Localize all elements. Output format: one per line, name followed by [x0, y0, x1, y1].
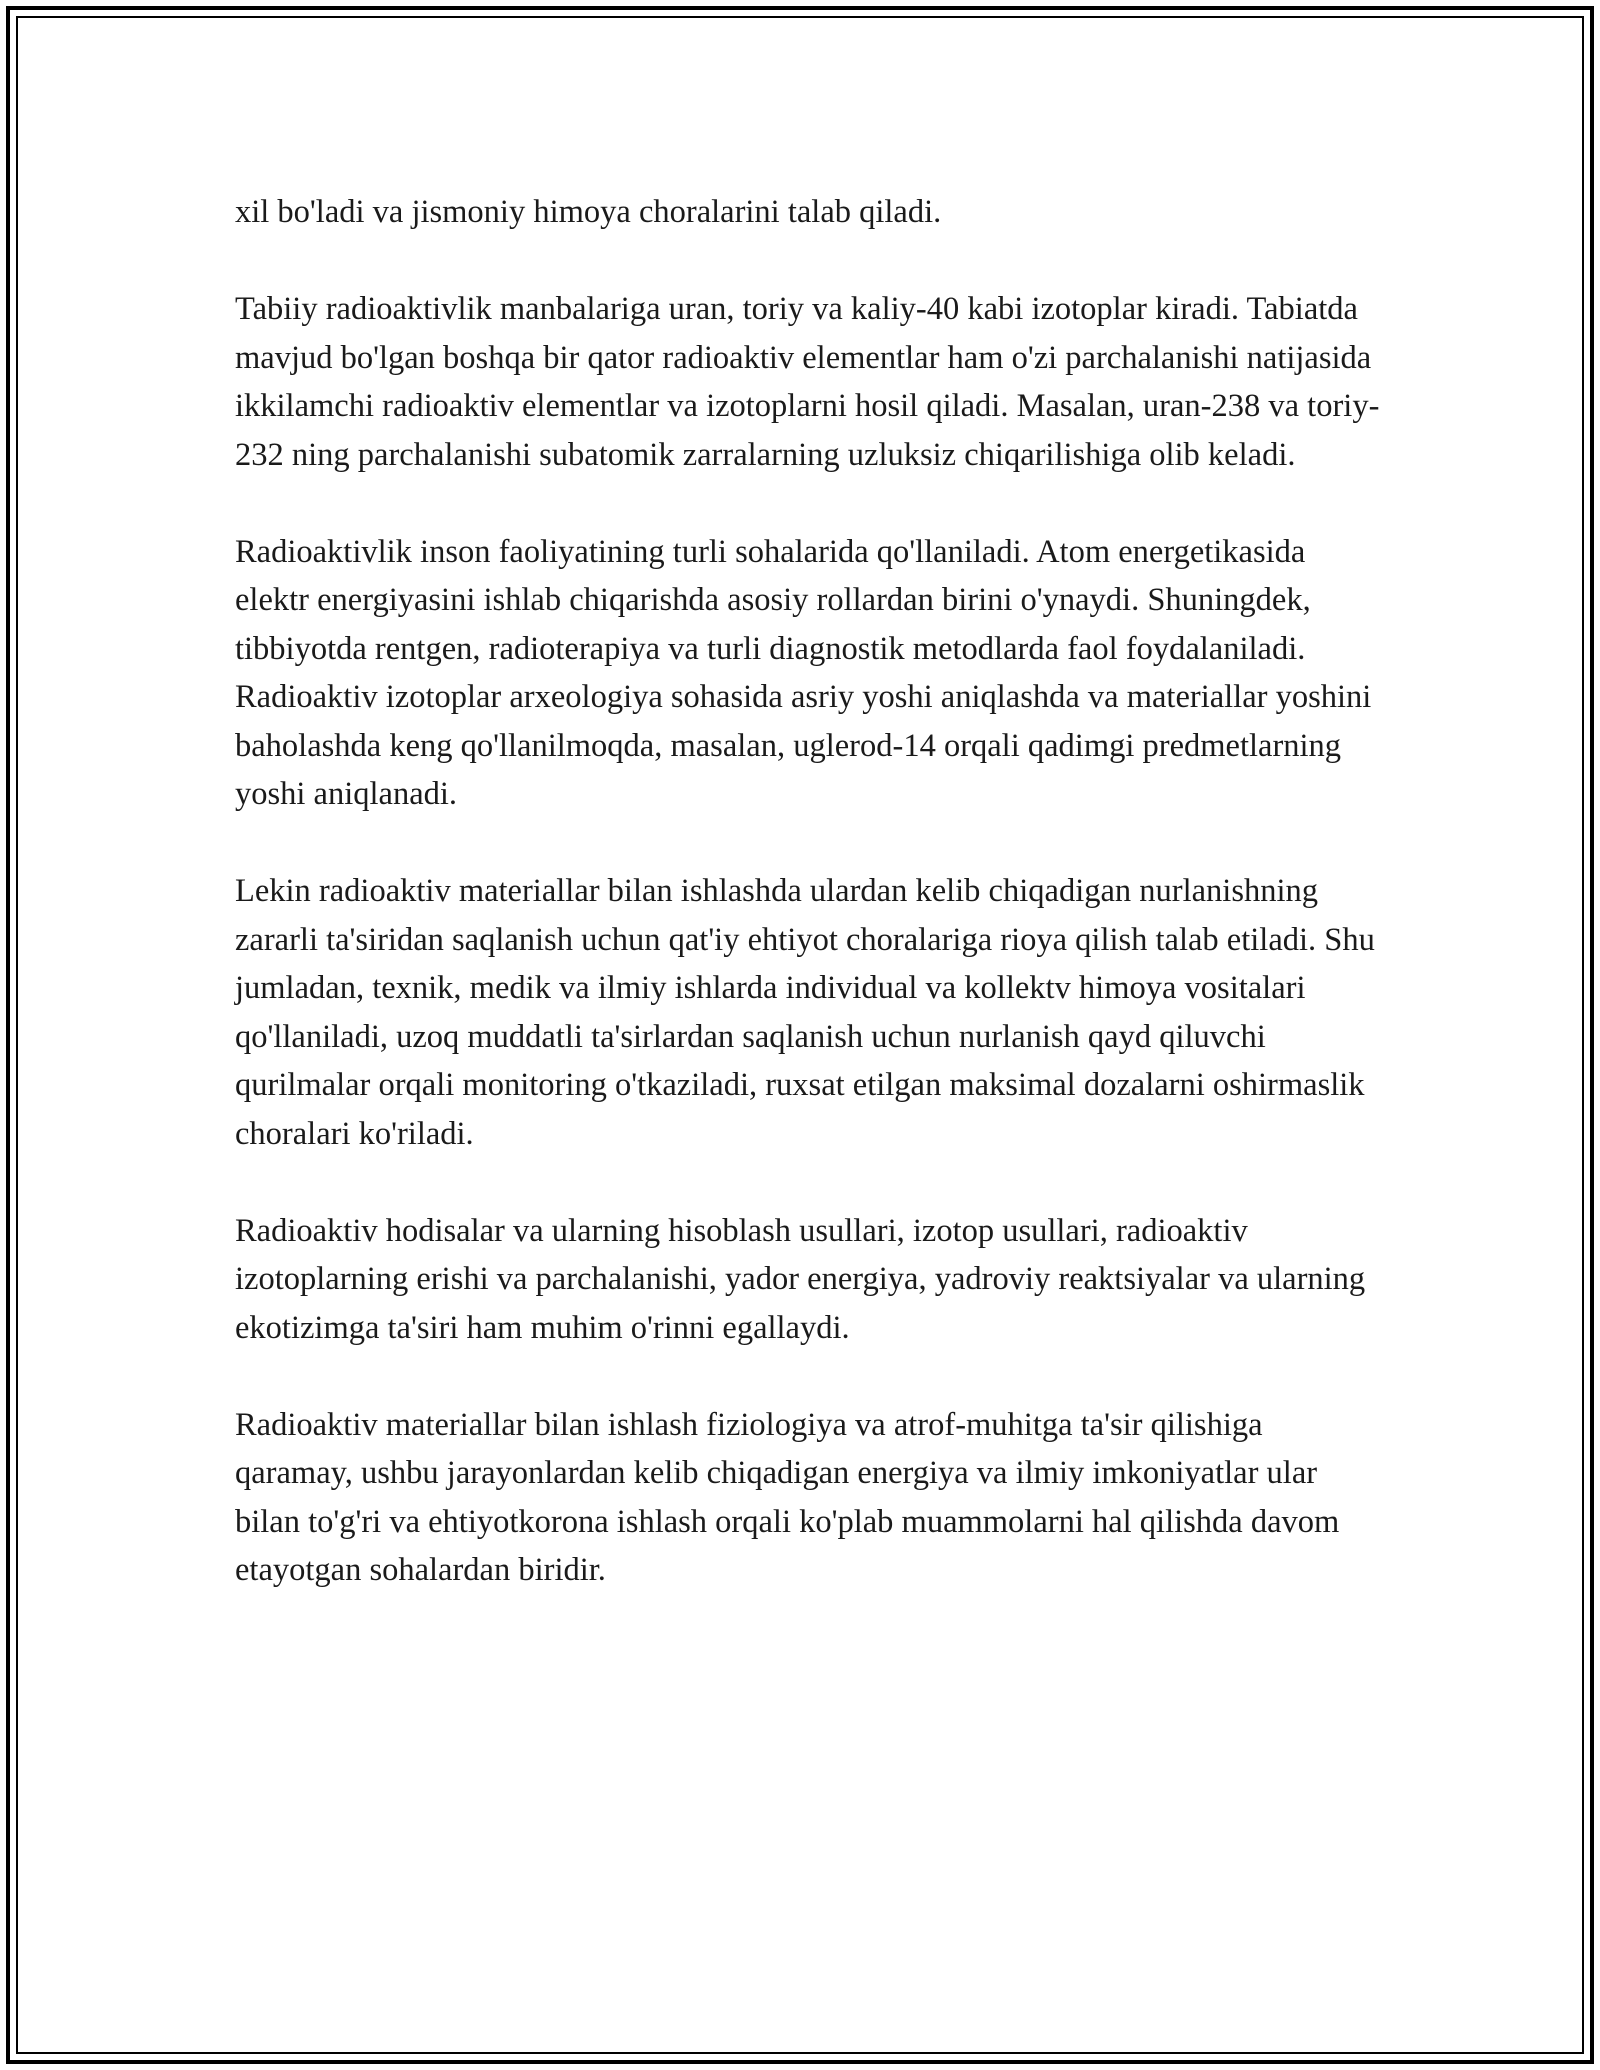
document-body — [235, 188, 1385, 1595]
paragraph-1: xil bo'ladi va jismoniy himoya choralarini talab qiladi. — [235, 194, 942, 230]
paragraph-6: Radioaktiv materiallar bilan ishlash fiziologiya va atrof-muhitga ta'sir qilishiga qaramay, ushbu jarayonlardan kelib chiqadigan energiya va ilmiy imkoniyatlar ular bilan to'g'ri va ehtiyotkorona ishlash orqali ko'plab muammolarni hal qilishda davom etayotgan sohalardan biridir. — [235, 1406, 1340, 1588]
paragraph-5: Radioaktiv hodisalar va ularning hisoblash usullari, izotop usullari, radioaktiv izotoplarning erishi va parchalanishi, yador energiya, yadroviy reaktsiyalar va ularning ekotizimga ta'siri ham muhim o'rinni egallaydi. — [235, 1212, 1366, 1346]
paragraph-2: Tabiiy radioaktivlik manbalariga uran, toriy va kaliy-40 kabi izotoplar kiradi. Tabiatda mavjud bo'lgan boshqa bir qator radioaktiv elementlar ham o'zi parchalanishi natijasida ikkilamchi radioaktiv elementlar va izotoplarni hosil qiladi. Masalan, uran-238 va toriy-232 ning parchalanishi subatomik zarralarning uzluksiz chiqarilishiga olib keladi. — [235, 291, 1380, 473]
paragraph-4: Lekin radioaktiv materiallar bilan ishlashda ulardan kelib chiqadigan nurlanishning zararli ta'siridan saqlanish uchun qat'iy ehtiyot choralariga rioya qilish talab etiladi. Shu jumladan, texnik, medik va ilmiy ishlarda individual va kollektv himoya vositalari qo'llaniladi, uzoq muddatli ta'sirlardan saqlanish uchun nurlanish qayd qiluvchi qurilmalar orqali monitoring o'tkaziladi, ruxsat etilgan maksimal dozalarni oshirmaslik choralari ko'riladi. — [235, 873, 1375, 1152]
paragraph-3: Radioaktivlik inson faoliyatining turli sohalarida qo'llaniladi. Atom energetikasida elektr energiyasini ishlab chiqarishda asosiy rollardan birini o'ynaydi. Shuningdek, tibbiyotda rentgen, radioterapiya va turli diagnostik metodlarda faol foydalaniladi. Radioaktiv izotoplar arxeologiya sohasida asriy yoshi aniqlashda va materiallar yoshini baholashda keng qo'llanilmoqda, masalan, uglerod-14 orqali qadimgi predmetlarning yoshi aniqlanadi. — [235, 533, 1372, 812]
